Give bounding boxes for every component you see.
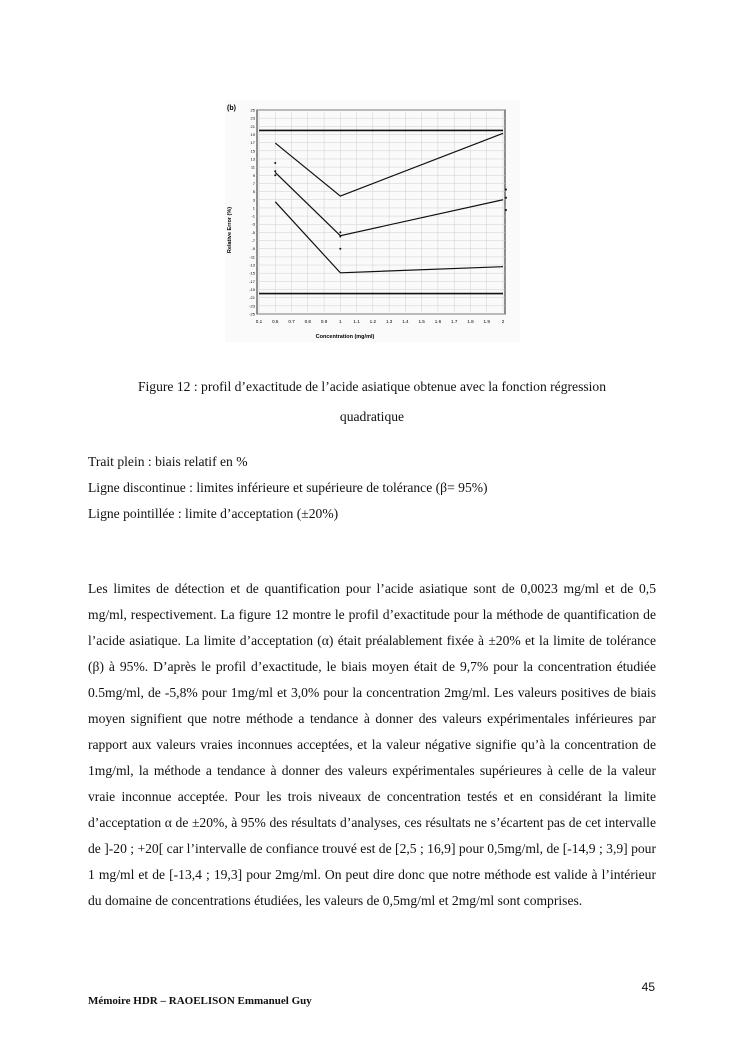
x-tick-label: 1.5: [418, 319, 425, 324]
data-point: [505, 209, 507, 211]
y-tick-label: 3: [252, 197, 255, 203]
data-point: [505, 189, 507, 191]
y-tick-label: 11: [250, 164, 255, 170]
legend-dotted-line: Ligne pointillée : limite d’acceptation (±20%): [88, 506, 339, 521]
y-tick-label: -21: [249, 295, 255, 301]
figure-legend: [88, 449, 656, 527]
y-tick-label: 15: [250, 148, 255, 154]
data-point: [339, 248, 341, 250]
y-tick-label: 13: [250, 156, 255, 162]
x-tick-label: 1.7: [451, 319, 458, 324]
y-tick-label: -7: [251, 238, 255, 244]
x-tick-label: 1.9: [483, 319, 490, 324]
data-point: [339, 235, 341, 237]
y-tick-label: 5: [252, 189, 255, 195]
page-number: 45: [641, 980, 655, 994]
x-tick-label: 1.2: [369, 319, 377, 324]
data-point: [339, 231, 341, 233]
x-tick-label: 1.8: [467, 319, 474, 324]
page-footer: Mémoire HDR – RAOELISON Emmanuel Guy: [88, 995, 312, 1007]
x-tick-label: 0.8: [304, 319, 311, 324]
x-tick-label: 1.1: [353, 319, 360, 324]
x-tick-label: 0.9: [320, 319, 328, 324]
x-tick-label: 1.6: [434, 319, 442, 324]
y-tick-label: -3: [251, 221, 255, 227]
x-tick-label: 1.3: [385, 319, 393, 324]
y-tick-label: 9: [252, 172, 255, 178]
y-tick-label: 17: [250, 140, 255, 146]
y-tick-label: 19: [250, 131, 255, 137]
y-tick-label: 21: [250, 123, 255, 129]
figure-caption: [88, 372, 656, 432]
y-tick-label: -17: [249, 278, 255, 284]
accuracy-profile-chart: [225, 100, 520, 342]
y-axis-label: Relative Error (%): [227, 206, 233, 254]
x-tick-label: 0.5: [272, 319, 279, 324]
y-tick-label: -9: [251, 246, 255, 252]
x-tick-label: 1: [339, 319, 342, 324]
x-tick-label: 1.4: [402, 319, 409, 324]
y-tick-label: 23: [250, 115, 255, 121]
y-tick-label: 1: [252, 205, 255, 211]
y-tick-label: -5: [251, 229, 255, 235]
panel-label: (b): [227, 105, 236, 112]
data-point: [274, 162, 276, 164]
y-tick-label: 25: [250, 107, 255, 113]
figure-12: [225, 100, 520, 342]
y-tick-label: -25: [249, 311, 255, 317]
body-paragraph: Les limites de détection et de quantification pour l’acide asiatique sont de 0,0023 mg/ml et de 0,5 mg/ml, respectivement. La figure 12 montre le profil d’exactitude pour la méthode de quantification de l’acide asiatique. La limite d’acceptation (α) était préalablement fixée à ±20% et la limite de tolérance (β) à 95%. D’après le profil d’exactitude, le biais moyen était de 9,7% pour la concentration étudiée 0.5mg/ml, de -5,8% pour 1mg/ml et 3,0% pour la concentration 2mg/ml. Les valeurs positives de biais moyen signifient que notre méthode a tendance à donner des valeurs expérimentales inférieures par rapport aux valeurs vraies inconnues acceptées, et la valeur négative signifie qu’à la concentration de 1mg/ml, la méthode a tendance à donner des valeurs expérimentales supérieures à celle de la valeur vraie inconnue acceptée. Pour les trois niveaux de concentration testés et en considérant la limite d’acceptation α de ±20%, à 95% des résultats d’analyses, ces résultats ne s’écartent pas de cet intervalle de ]-20 ; +20[ car l’intervalle de confiance trouvé est de [2,5 ; 16,9] pour 0,5mg/ml, de [-14,9 ; 3,9] pour 1 mg/ml et de [-13,4 ; 19,3] pour 2mg/ml. On peut dire donc que notre méthode est valide à l’intérieur du domaine de concentrations étudiées, les valeurs de 0,5mg/ml et 2mg/ml sont comprises.: [88, 581, 656, 908]
data-point: [274, 174, 276, 176]
caption-line-2: quadratique: [339, 409, 405, 424]
y-tick-label: -23: [249, 303, 255, 309]
x-tick-label: 2: [501, 319, 505, 324]
legend-solid-line: Trait plein : biais relatif en %: [88, 454, 248, 469]
caption-line-1: Figure 12 : profil d’exactitude de l’acide asiatique obtenue avec la fonction régression: [137, 379, 607, 394]
data-point: [274, 170, 276, 172]
x-tick-label: 0.7: [288, 319, 295, 324]
y-tick-label: 7: [252, 180, 255, 186]
y-tick-label: -13: [249, 262, 255, 268]
legend-dashed-line: Ligne discontinue : limites inférieure et supérieure de tolérance (β= 95%): [88, 480, 488, 495]
y-tick-label: -15: [249, 270, 255, 276]
y-tick-label: -1: [251, 213, 255, 219]
data-point: [505, 197, 507, 199]
x-axis-label: Concentration (mg/ml): [315, 334, 375, 340]
y-tick-label: -11: [249, 254, 255, 260]
x-tick-label: 0.1: [255, 319, 263, 324]
y-tick-label: -19: [249, 287, 255, 293]
